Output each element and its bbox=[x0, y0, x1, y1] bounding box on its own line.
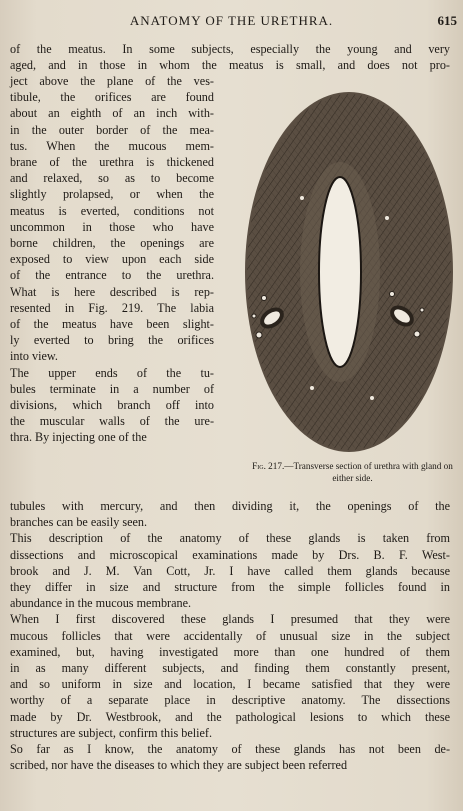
text-line: ject above the plane of the ves- bbox=[10, 74, 214, 88]
figure-caption bbox=[250, 460, 455, 484]
text-line: slightly prolapsed, or when the bbox=[10, 187, 214, 202]
small-follicle bbox=[385, 216, 389, 220]
text-line: When I first discovered these glands I presumed that they were bbox=[10, 612, 450, 627]
text-line: brane of the urethra is thickened bbox=[10, 155, 214, 169]
text-line: of the meatus have been slight- bbox=[10, 317, 214, 331]
page-header bbox=[0, 10, 463, 32]
text-line: aged, and in those in whom the meatus is small, and does not pro- bbox=[10, 58, 450, 73]
text-line: resented in Fig. 219. The labia bbox=[10, 300, 214, 315]
text-line: branches can be easily seen. bbox=[10, 515, 148, 530]
text-line: tus. When the mucous mem- bbox=[10, 138, 214, 153]
urethra-cross-section-illustration bbox=[242, 88, 456, 456]
text-line: abundance in the mucous membrane. bbox=[10, 596, 192, 611]
text-line: brook and J. M. Van Cott, Jr. I have called them glands because bbox=[10, 563, 450, 578]
text-line: uncommon in those who have bbox=[10, 219, 214, 234]
text-line: structures are subject, confirm this belief. bbox=[10, 725, 213, 740]
text-line: into view. bbox=[10, 349, 58, 364]
text-line: about an eighth of an inch with- bbox=[10, 106, 214, 121]
text-line: borne children, the openings are bbox=[10, 236, 214, 250]
text-line: worthy of a separate place in descriptive anatomy. The dissections bbox=[10, 693, 450, 708]
text-line: This description of the anatomy of these glands is taken from bbox=[10, 531, 450, 546]
text-line: of the meatus. In some subjects, especially the young and very bbox=[10, 42, 450, 56]
text-line: ly everted to bring the orifices bbox=[10, 333, 214, 348]
text-line: mucous follicles that were accidentally of unusual size in the subject bbox=[10, 628, 450, 643]
text-line: made by Dr. Westbrook, and the pathological lesions to which these bbox=[10, 709, 450, 724]
text-line: of the entrance to the urethra. bbox=[10, 268, 214, 283]
small-follicle bbox=[300, 196, 304, 200]
text-line: What is here described is rep- bbox=[10, 284, 214, 299]
text-line: meatus is everted, conditions not bbox=[10, 203, 214, 218]
text-line: tibule, the orifices are found bbox=[10, 90, 214, 105]
figure-caption-text: —Transverse section of urethra with gland on either side. bbox=[284, 461, 453, 483]
text-line: tubules with mercury, and then dividing it, the openings of the bbox=[10, 499, 450, 513]
small-follicle bbox=[370, 396, 374, 400]
text-line: dissections and microscopical examinations made by Drs. B. F. West- bbox=[10, 547, 450, 562]
running-title: ANATOMY OF THE URETHRA. bbox=[129, 13, 334, 28]
text-line: So far as I know, the anatomy of these glands has not been de- bbox=[10, 742, 450, 756]
text-line: and so uniform in size and location, I became satisfied that they were bbox=[10, 677, 450, 692]
text-line: examined, but, having investigated more than one hundred of them bbox=[10, 644, 450, 659]
text-line: divisions, which branch off into bbox=[10, 398, 214, 412]
text-line: and relaxed, so as to become bbox=[10, 171, 214, 186]
urethra-lumen bbox=[319, 177, 361, 367]
figure-number: Fig. 217. bbox=[252, 461, 285, 471]
text-line: thra. By injecting one of the bbox=[10, 430, 147, 445]
text-line: they differ in size and structure from the simple follicles found in bbox=[10, 580, 450, 594]
text-line: bules terminate in a number of bbox=[10, 381, 214, 396]
text-line: the muscular walls of the ure- bbox=[10, 414, 214, 429]
text-line: in the outer border of the mea- bbox=[10, 122, 214, 137]
small-follicle bbox=[310, 386, 314, 390]
page-number: 615 bbox=[437, 13, 457, 28]
text-line: The upper ends of the tu- bbox=[10, 365, 214, 380]
text-line: scribed, nor have the diseases to which they are subject been referred bbox=[10, 758, 348, 773]
text-line: in as many different subjects, and finding them constantly present, bbox=[10, 661, 450, 675]
text-line: exposed to view upon each side bbox=[10, 252, 214, 267]
